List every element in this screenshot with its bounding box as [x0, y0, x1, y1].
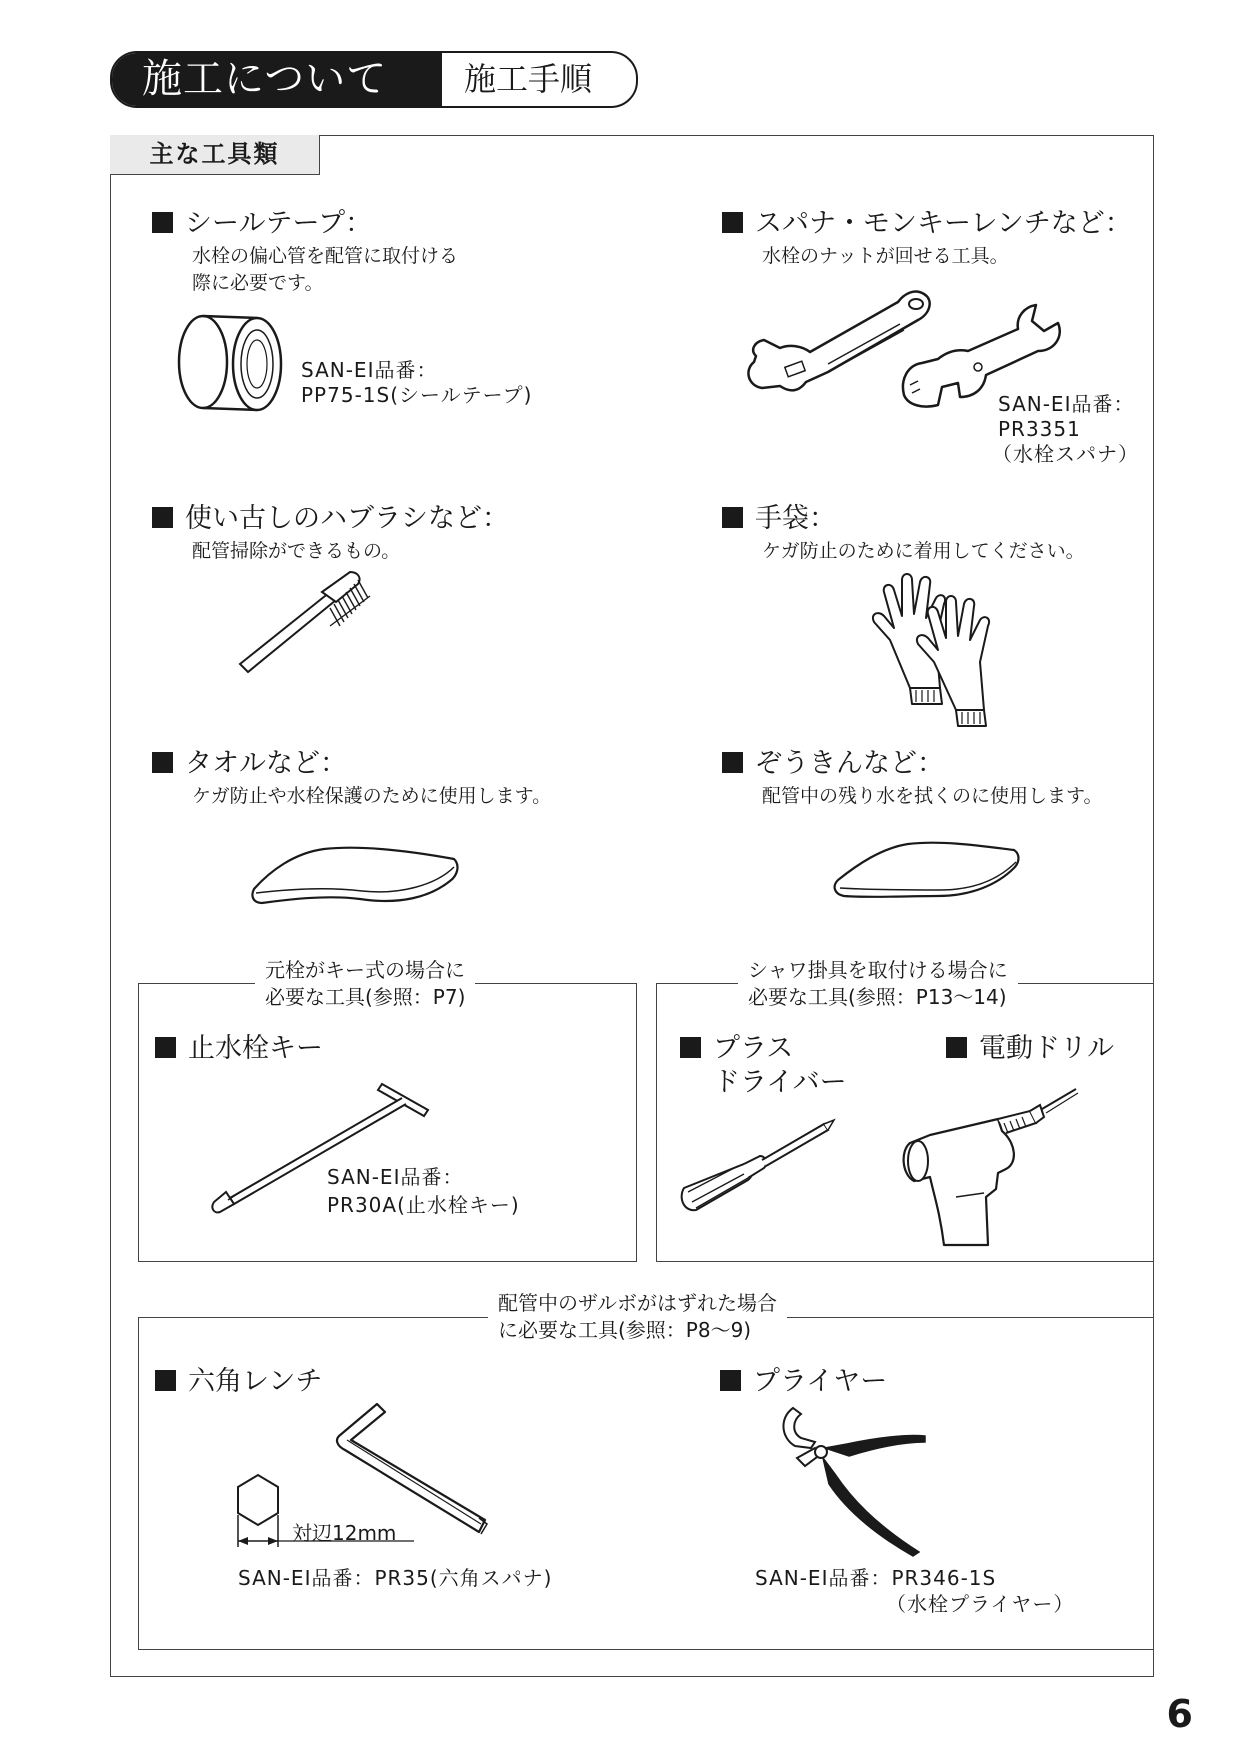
electric-drill-icon	[900, 1085, 1080, 1250]
seal-tape-pn-label: SAN-EI品番：	[301, 358, 438, 382]
rag-heading: ぞうきんなど：	[722, 747, 944, 781]
gloves-heading: 手袋：	[722, 502, 836, 536]
seal-tape-icon	[175, 308, 295, 418]
bullet-square-icon	[152, 507, 173, 528]
section-header-banner	[110, 51, 638, 108]
seal-tape-pn-value: PP75-1S(シールテープ)	[301, 383, 533, 407]
seal-tape-heading: シールテープ：	[152, 207, 372, 241]
bullet-square-icon	[722, 752, 743, 773]
pliers-heading: プライヤー	[720, 1365, 887, 1399]
key-pn-value: PR30A(止水栓キー)	[327, 1193, 520, 1217]
key-pn-label: SAN-EI品番：	[327, 1165, 464, 1189]
spanner-desc: 水栓のナットが回せる工具。	[762, 245, 1009, 267]
header-title: 施工について	[112, 53, 442, 106]
pliers-icon	[775, 1408, 935, 1558]
rag-desc: 配管中の残り水を拭くのに使用します。	[762, 785, 1103, 807]
pliers-pn-value: SAN-EI品番：PR346-1S	[755, 1566, 997, 1590]
key-box-caption: 元栓がキー式の場合に 必要な工具(参照：P7)	[255, 957, 475, 1011]
hex-wrench-heading: 六角レンチ	[155, 1365, 322, 1399]
gloves-desc: ケガ防止のために着用してください。	[762, 540, 1085, 562]
bullet-square-icon	[722, 212, 743, 233]
shower-box-caption: シャワ掛具を取付ける場合に 必要な工具(参照：P13～14)	[738, 957, 1018, 1011]
header-subtitle: 施工手順	[464, 60, 593, 98]
bullet-square-icon	[720, 1370, 741, 1391]
spanner-pn-label: SAN-EI品番：	[998, 392, 1135, 416]
bullet-square-icon	[155, 1037, 176, 1058]
rag-icon	[832, 840, 1022, 905]
hex-pn: SAN-EI品番：PR35(六角スパナ)	[238, 1566, 553, 1590]
toothbrush-icon	[238, 572, 388, 672]
page-number: 6	[1166, 1692, 1193, 1736]
seal-tape-desc-2: 際に必要です。	[192, 272, 324, 294]
towel-desc: ケガ防止や水栓保護のために使用します。	[192, 785, 552, 807]
bullet-square-icon	[680, 1037, 701, 1058]
spanner-pn-value: PR3351	[998, 417, 1081, 441]
hex-dimension-label: 対辺12mm	[292, 1521, 397, 1545]
electric-drill-heading: 電動ドリル	[946, 1032, 1114, 1066]
pliers-pn-name: （水栓プライヤー）	[886, 1592, 1075, 1616]
screwdriver-heading: プラス	[680, 1032, 793, 1066]
towel-icon	[250, 845, 462, 910]
gloves-icon	[870, 570, 1020, 730]
bullet-square-icon	[152, 212, 173, 233]
bullet-square-icon	[152, 752, 173, 773]
seal-tape-desc-1: 水栓の偏心管を配管に取付ける	[192, 245, 459, 267]
brush-heading: 使い古しのハブラシなど：	[152, 502, 509, 536]
bullet-square-icon	[722, 507, 743, 528]
section-tab: 主な工具類	[110, 135, 320, 175]
towel-heading: タオルなど：	[152, 747, 347, 781]
bullet-square-icon	[946, 1037, 967, 1058]
screwdriver-icon	[678, 1118, 838, 1218]
brush-desc: 配管掃除ができるもの。	[192, 540, 401, 562]
spanner-heading: スパナ・モンキーレンチなど：	[722, 207, 1132, 241]
stop-valve-key-heading: 止水栓キー	[155, 1032, 323, 1066]
screwdriver-heading-line2: ドライバー	[713, 1067, 847, 1098]
bullet-square-icon	[155, 1370, 176, 1391]
zarubo-box-caption: 配管中のザルボがはずれた場合 に必要な工具(参照：P8～9)	[488, 1290, 787, 1344]
spanner-pn-name: （水栓スパナ）	[992, 442, 1139, 466]
